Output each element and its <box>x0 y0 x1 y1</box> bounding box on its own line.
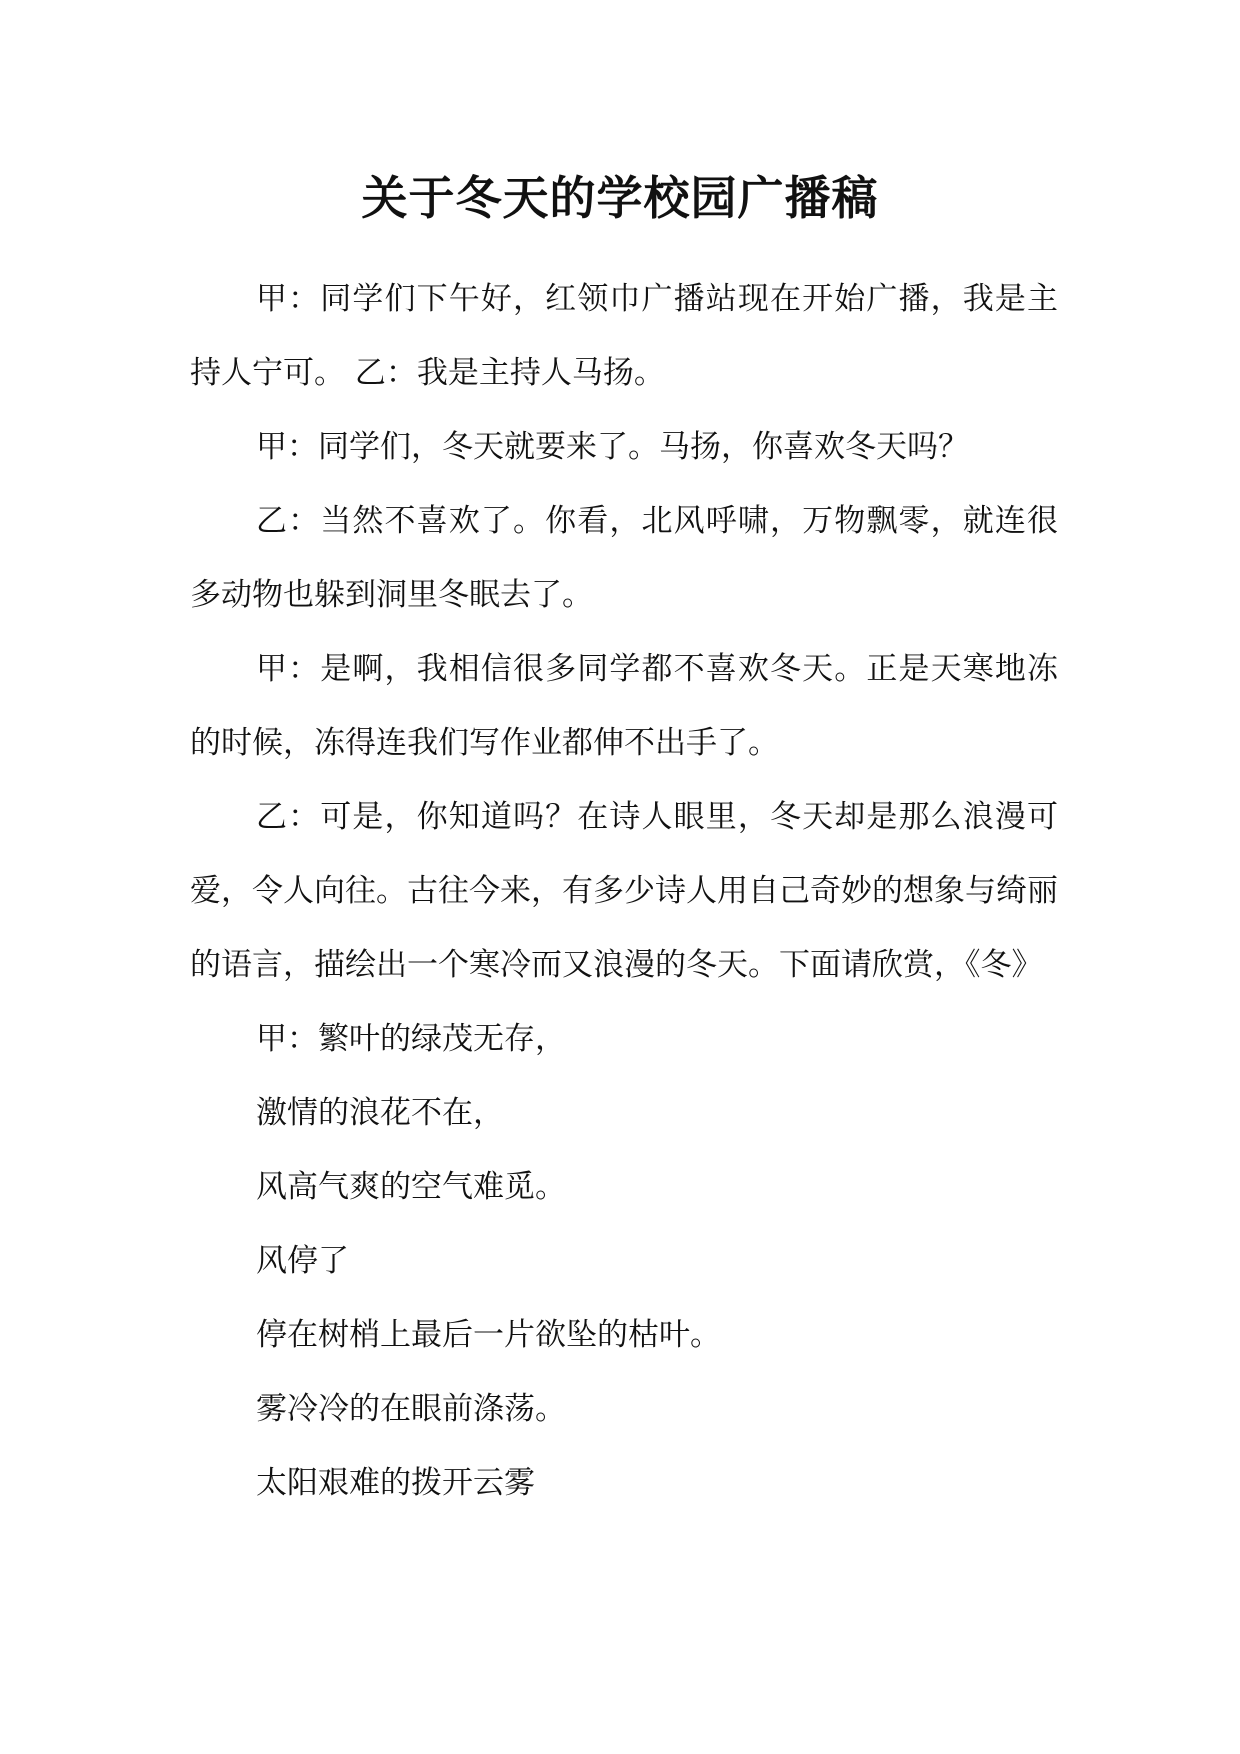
paragraph-question: 甲：同学们，冬天就要来了。马扬，你喜欢冬天吗？ <box>256 429 969 465</box>
page-title: 关于冬天的学校园广播稿 <box>361 171 879 225</box>
poem-line: 风停了 <box>256 1243 349 1279</box>
poem-line: 雾冷冷的在眼前涤荡。 <box>256 1391 566 1427</box>
paragraph-greeting: 甲：同学们下午好，红领巾广播站现在开始广播，我是主持人宁可。 乙：我是主持人马扬。 <box>190 281 1058 391</box>
poem-line: 风高气爽的空气难觅。 <box>256 1169 566 1205</box>
paragraph-poem-intro: 乙：可是，你知道吗？在诗人眼里，冬天却是那么浪漫可爱，令人向往。古往今来，有多少诗人用自己奇妙的想象与绮丽的语言，描绘出一个寒冷而又浪漫的冬天。下面请欣赏，《冬》 <box>190 799 1058 983</box>
poem-line: 停在树梢上最后一片欲坠的枯叶。 <box>256 1317 721 1353</box>
poem-line: 激情的浪花不在， <box>256 1095 504 1131</box>
poem-line: 甲：繁叶的绿茂无存， <box>256 1021 566 1057</box>
paragraph-cold-weather: 甲：是啊，我相信很多同学都不喜欢冬天。正是天寒地冻的时候，冻得连我们写作业都伸不出手了。 <box>190 651 1058 761</box>
poem-line: 太阳艰难的拨开云雾 <box>256 1465 535 1501</box>
paragraph-dislike-winter: 乙：当然不喜欢了。你看，北风呼啸，万物飘零，就连很多动物也躲到洞里冬眠去了。 <box>190 503 1058 613</box>
document-body <box>190 262 1058 1520</box>
